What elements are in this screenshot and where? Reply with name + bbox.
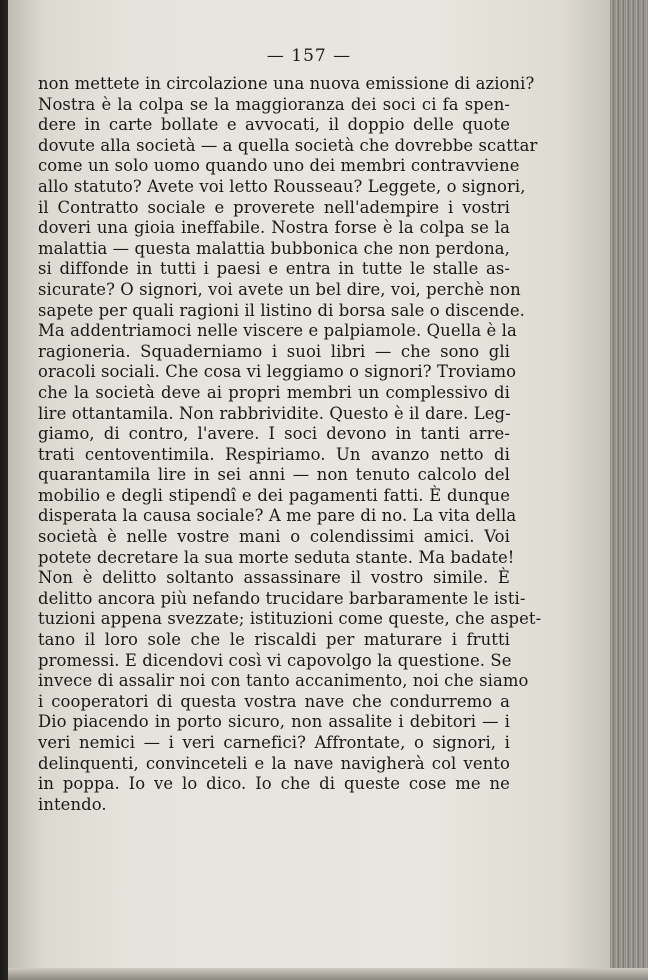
text-line: allo statuto? Avete voi letto Rousseau? Leggete, o signori, — [38, 176, 526, 196]
text-line: giamo, di contro, l'avere. I soci devono in tanti arre- — [38, 424, 510, 444]
text-line: tuzioni appena svezzate; istituzioni come queste, che aspet- — [38, 609, 542, 629]
text-line: oracoli sociali. Che cosa vi leggiamo o signori? Troviamo — [38, 362, 517, 382]
text-line: si diffonde in tutti i paesi e entra in tutte le stalle as- — [38, 259, 510, 279]
text-line: veri nemici — i veri carnefici? Affrontate, o signori, i — [38, 733, 510, 752]
text-line: intendo. — [38, 794, 107, 814]
text-line: Ma addentriamoci nelle viscere e palpiamole. Quella è la — [38, 321, 517, 341]
book-page — [8, 0, 610, 980]
text-line: malattia — questa malattia bubbonica che non perdona, — [38, 238, 510, 258]
text-line: doveri una gioia ineffabile. Nostra forse è la colpa se la — [38, 218, 510, 238]
text-line: mobilio e degli stipendî e dei pagamenti fatti. È dunque — [38, 485, 510, 505]
text-line: il Contratto sociale e proverete nell'adempire i vostri — [38, 197, 510, 217]
text-line: sicurate? O signori, voi avete un bel dire, voi, perchè non — [38, 279, 521, 299]
text-line: invece di assalir noi con tanto accanimento, noi che siamo — [38, 671, 529, 691]
text-line: dovute alla società — a quella società che dovrebbe scattar — [38, 135, 538, 155]
text-line: dere in carte bollate e avvocati, il doppio delle quote — [38, 115, 510, 135]
text-line: tano il loro sole che le riscaldi per maturare i frutti — [38, 630, 510, 650]
text-line: non mettete in circolazione una nuova emissione di azioni? — [38, 74, 535, 93]
text-line: lire ottantamila. Non rabbrividite. Questo è il dare. Leg- — [38, 403, 511, 423]
text-line: Dio piacendo in porto sicuro, non assalite i debitori — i — [38, 712, 510, 732]
text-line: quarantamila lire in sei anni — non tenuto calcolo del — [38, 465, 510, 485]
text-line: trati centoventimila. Respiriamo. Un avanzo netto di — [38, 444, 510, 464]
text-line: promessi. E dicendovi così vi capovolgo la questione. Se — [38, 650, 512, 670]
text-line: in poppa. Io ve lo dico. Io che di queste cose me ne — [38, 774, 510, 794]
text-line: i cooperatori di questa vostra nave che condurremo a — [38, 691, 510, 711]
page-stack-edge — [610, 0, 648, 980]
text-line: come un solo uomo quando uno dei membri contravviene — [38, 156, 520, 176]
text-line: che la società deve ai propri membri un complessivo di — [38, 382, 510, 402]
text-line: delitto ancora più nefando trucidare barbaramente le isti- — [38, 588, 526, 608]
page-bottom-edge — [8, 968, 648, 980]
text-line: disperata la causa sociale? A me pare di no. La vita della — [38, 506, 517, 526]
text-line: ragioneria. Squaderniamo i suoi libri — che sono gli — [38, 341, 510, 361]
text-line: società è nelle vostre mani o colendissimi amici. Voi — [38, 527, 510, 547]
text-line: Nostra è la colpa se la maggioranza dei soci ci fa spen- — [38, 94, 510, 114]
text-line: potete decretare la sua morte seduta stante. Ma badate! — [38, 547, 515, 567]
page-body-text — [38, 74, 542, 815]
text-line: Non è delitto soltanto assassinare il vostro simile. È — [38, 568, 510, 588]
page-number: — 157 — — [266, 46, 352, 66]
text-line: sapete per quali ragioni il listino di borsa sale o discende. — [38, 300, 525, 320]
text-line: delinquenti, convinceteli e la nave navigherà col vento — [38, 753, 510, 773]
